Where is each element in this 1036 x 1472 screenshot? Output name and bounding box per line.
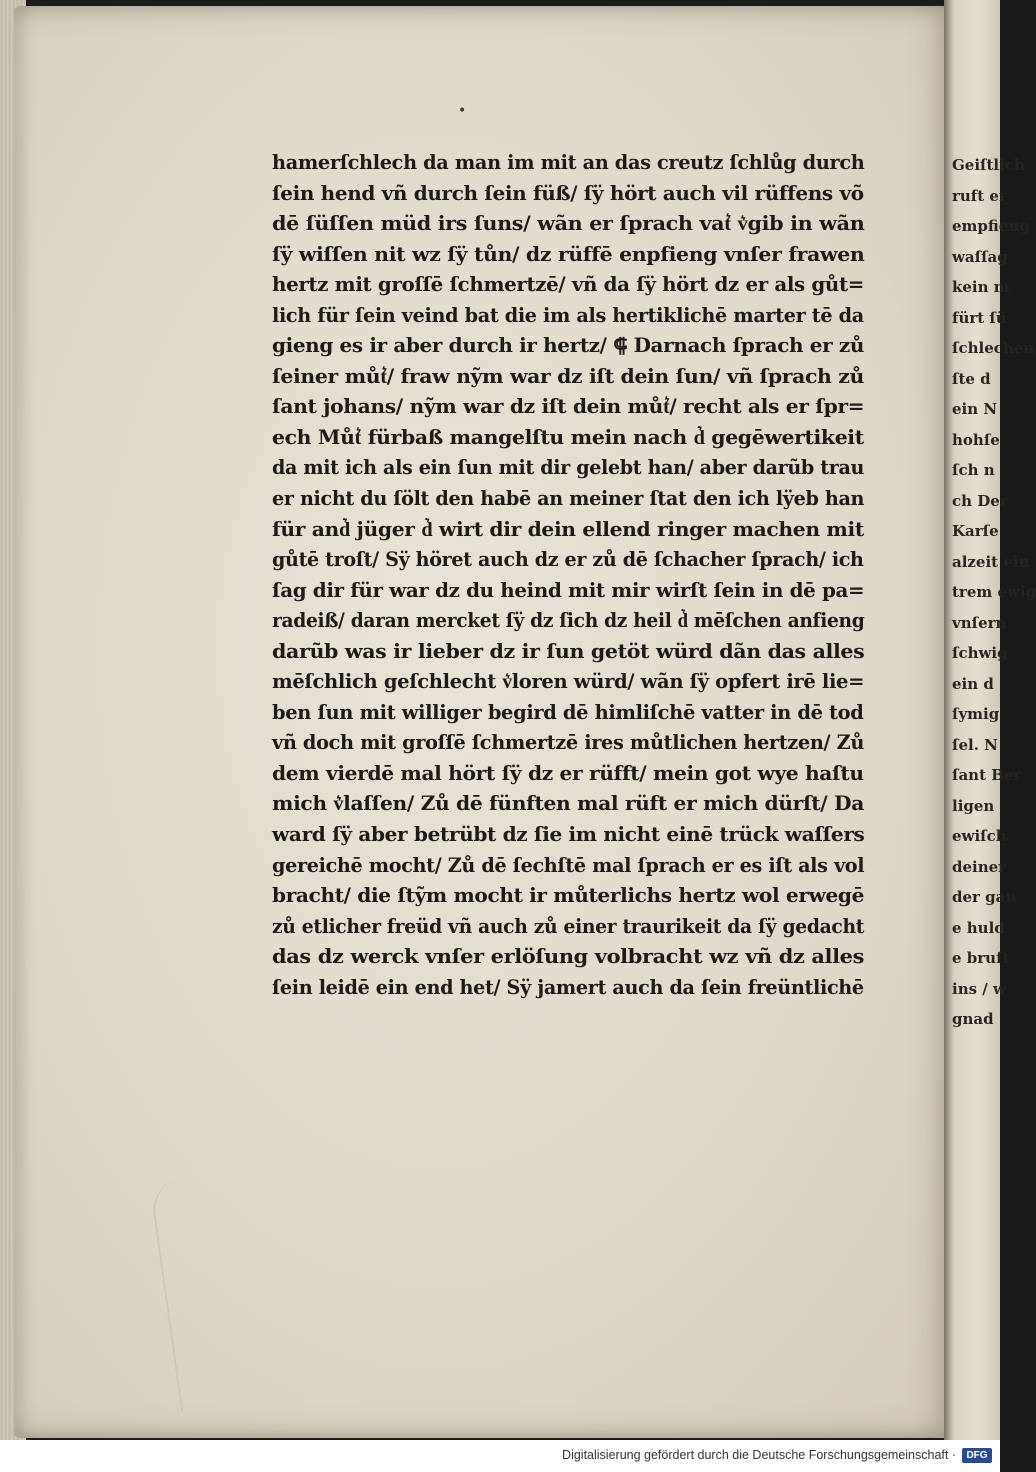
text-line: vñ doch mit groſſē ſchmertzē ires můtlichen hertzen/ Zů [272,731,865,755]
right-page-line: ſch n [952,461,995,479]
text-line: darũb was ir lieber dz ir ſun getöt würd dãn das alles [272,639,865,663]
dfg-logo: DFG [962,1448,992,1463]
text-line: mēſchlich geſchlecht v͛loren würd/ wãn ſÿ opfert irē lie= [272,670,865,694]
right-page-line: ewiſch [952,827,1007,845]
right-page-line: vnſern [952,613,1007,632]
text-line: ward ſÿ aber betrübt dz ſie im nicht einē trück waſſers [272,823,865,847]
right-page-line: ligen [952,796,995,815]
right-page-line: der gan [952,888,1017,906]
text-line: ſeiner můt͛/ fraw nỹm war dz iſt dein ſun/ vñ ſprach zů [272,364,864,388]
text-line: ſag dir für war dz du heind mit mir wirſt ſein in dē pa= [272,578,865,602]
right-page-line: ſel. N [952,735,998,754]
text-line: gůtē troſt/ Sÿ höret auch dz er zů dē ſchacher ſprach/ ich [272,548,864,572]
right-page-line: Karſe [952,522,999,540]
text-line: da mit ich als ein ſun mit dir gelebt han/ aber darũb trau [272,456,865,480]
right-page-line: ch Der [952,491,1008,510]
text-line: ech Můt͛ fürbaß mangelſtu mein nach d͛ gegēwertikeit [272,425,864,449]
right-page-line: hohſe [952,430,1000,449]
text-line: hertz mit groſſē ſchmertzē/ vñ da ſÿ hört dz er als gůt= [272,273,865,297]
right-page-line: fürt ſü [952,308,1007,327]
right-page-line: e bruſt [952,949,1010,967]
text-line: dem vierdē mal hört ſÿ dz er rüfft/ mein got wye haſtu [272,761,864,785]
text-line: radeiß/ daran mercket ſÿ dz ſich dz heil d͛ mēſchen anfieng [272,609,865,633]
right-page-line: ſant Ber [952,766,1022,784]
text-line: gieng es ir aber durch ir hertz/ ⸿ Darnach ſprach er zů [272,334,865,358]
right-page-line: ins / w [952,979,1006,998]
right-page-line: ruft er [952,186,1007,205]
text-line: ſant johans/ nỹm war dz iſt dein můt͛/ recht als er ſpr= [272,395,865,419]
right-page-line: ſchlechen [952,339,1035,357]
page-mark: • [458,103,467,119]
printed-text-block [272,148,872,999]
text-line: ben ſun mit williger begird dē himliſchē vatter in dē tod [272,700,864,724]
right-page-line: alzeit ein [952,552,1030,571]
text-line: ſÿ wiſſen nit wz ſÿ tůn/ dz rüffē enpfieng vnſer frawen [272,242,865,266]
right-page-line: empfieng [952,217,1030,235]
right-page-line: ein N [952,400,998,418]
text-line: für and͛ jüger d͛ wirt dir dein ellend ringer machen mit [272,517,864,541]
text-line: er nicht du ſölt den habē an meiner ſtat den ich lÿeb han [272,487,865,511]
right-page-line: waſſag [952,247,1008,266]
right-page-line: Geiſtlich [952,156,1025,174]
right-page-line: ſte d [952,369,991,388]
right-page-edge [944,0,1036,1440]
text-line: ſein leidē ein end het/ Sÿ jamert auch da ſein freüntlichē [272,975,864,999]
text-line: zů etlicher freüd vñ auch zů einer traurikeit da ſÿ gedacht [272,914,865,938]
text-line: gereichē mocht/ Zů dē ſechſtē mal ſprach er es iſt als vol [272,853,865,877]
text-line: bracht/ die ſtỹm mocht ir můterlichs hertz wol erwegē [272,884,865,908]
right-page-line: gnad [952,1010,994,1028]
right-page-line: trem ewig [952,583,1036,601]
text-line: das dz werck vnſer erlöſung volbracht wz vñ dz alles [272,945,865,969]
text-line: dē ſüſſen müd irs ſuns/ wãn er ſprach vat͛ v͛gib in wãn [272,212,865,236]
right-page-line: ein d [952,674,994,693]
right-page-line: kein m [952,278,1010,296]
right-page-line: deiner [952,857,1007,876]
footer-bar [0,1440,1000,1472]
footer-credit: Digitalisierung gefördert durch die Deutsche Forschungsgemeinschaft · [562,1448,956,1462]
right-page-fragments [952,150,1036,1035]
text-line: hamerſchlech da man im mit an das creutz ſchlůg durch [272,151,865,174]
right-page-line: e huld [952,918,1005,937]
text-line: ſein hend vñ durch ſein füß/ ſÿ hört auch vil rüffens võ [272,181,864,205]
right-page-line: ſchwig [952,644,1008,662]
text-line: lich für ſein veind bat die im als hertiklichē marter tē da [272,303,864,327]
text-line: mich v͛laſſen/ Zů dē fünften mal rüft er mich dürſt/ Da [272,792,864,816]
right-page-line: ſymig [952,705,1000,723]
